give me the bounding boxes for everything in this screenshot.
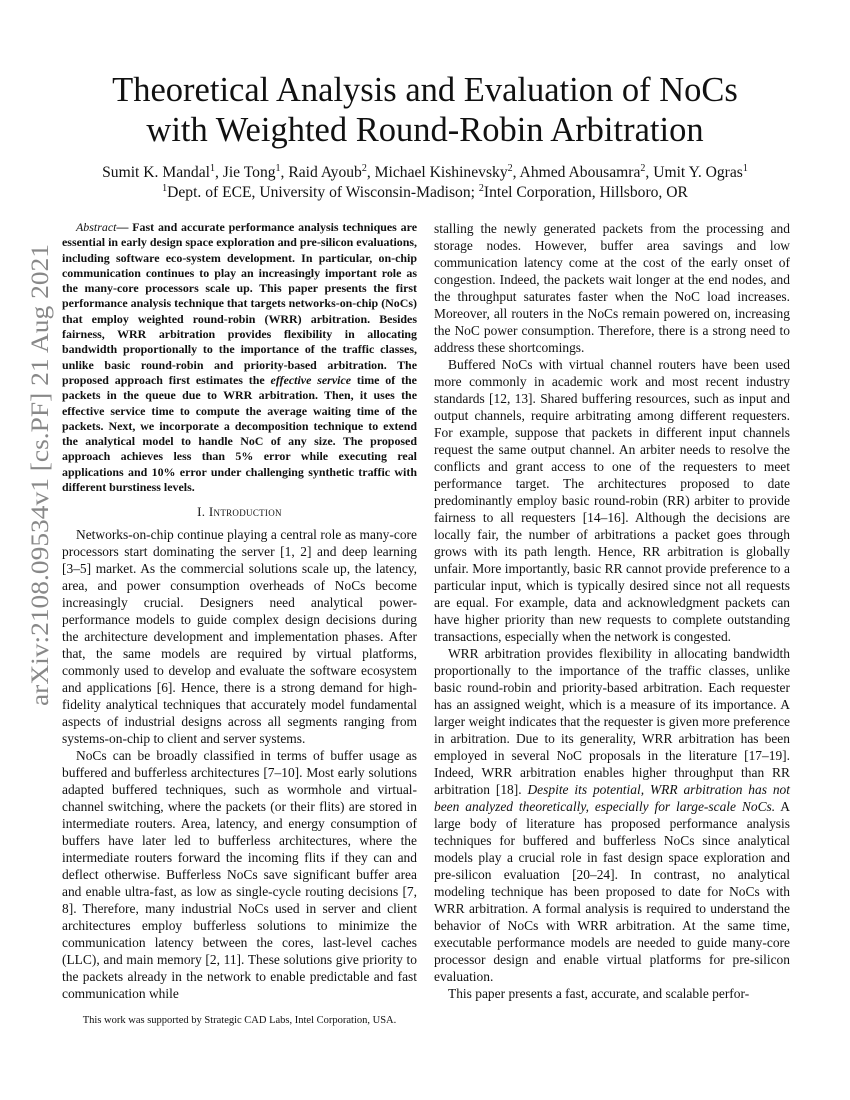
- title-line-1: Theoretical Analysis and Evaluation of NoCs: [112, 71, 738, 109]
- author-list: [60, 163, 790, 183]
- funding-footnote: This work was supported by Strategic CAD Labs, Intel Corporation, USA.: [82, 1015, 397, 1026]
- author-affiliation-mark: 1: [209, 162, 215, 174]
- section-heading-introduction: [62, 503, 417, 520]
- author-affiliation-mark: 1: [275, 162, 281, 174]
- author-name: , Jie Tong: [214, 164, 276, 181]
- left-column: [62, 220, 417, 1002]
- paragraph-text: A large body of literature has proposed performance analysis techniques for buffered and bufferless NoCs since analytical models play a crucial role in fast design space exploration and pre-silicon evaluation [20–24]. In contrast, no analytical modeling technique has been proposed to date for NoCs with WRR arbitration. A formal analysis is required to understand the behavior of NoCs with WRR arbitration. At the same time, executable performance models are needed to guide many-core processor design and enable virtual platforms for pre-silicon evaluation.: [434, 799, 791, 984]
- author-affiliation-mark: 1: [742, 162, 748, 174]
- affiliation-mark: 2: [478, 182, 484, 194]
- author-affiliation-mark: 2: [507, 162, 513, 174]
- right-paragraph-4: This paper presents a fast, accurate, and scalable perfor-: [448, 986, 750, 1001]
- right-paragraph-3: [434, 645, 790, 985]
- abstract-text-1: Fast and accurate performance analysis techniques are essential in early design space exploration and pre-silicon evaluations, including software eco-system development. In particular, on-chip communication continues to play an increasingly important role as the many-core processors scale up. This paper presents the first performance analysis technique that targets networks-on-chip (NoCs) that employ weighted round-robin (WRR) arbitration. Besides fairness, WRR arbitration provides flexibility in allocating bandwidth proportionally to the importance of the traffic classes, unlike basic round-robin and priority-based arbitration. The proposed approach first estimates the: [62, 220, 417, 387]
- paragraph-emphasis: Despite its potential, WRR arbitration has not been analyzed theoretically, especially for large-scale NoCs.: [434, 782, 791, 814]
- abstract-emphasis: effective service: [270, 372, 352, 387]
- intro-paragraph-2: NoCs can be broadly classified in terms of buffer usage as buffered and bufferless architectures [7–10]. Most early solutions adapted buffered techniques, such as wormhole and virtual-channel switching, where the packets (or their flits) are stored in intermediate routers. Area, latency, and energy consumption of buffers have later led to bufferless architectures, where the intermediate routers forward the incoming flits if they can and deflect otherwise. Bufferless NoCs save significant buffer area and enable ultra-fast, as low as single-cycle routing decisions [7, 8]. Therefore, many industrial NoCs used in server and client architectures employ bufferless solutions to minimize the communication latency between the cores, last-level caches (LLC), and main memory [2, 11]. These solutions give priority to the packets already in the network to enable predictable and fast communication while: [62, 748, 417, 1002]
- section-numeral: I.: [197, 504, 209, 520]
- abstract: [62, 220, 417, 495]
- author-name: , Michael Kishinevsky: [366, 164, 508, 181]
- author-affiliation-mark: 2: [640, 162, 646, 174]
- intro-paragraph-1: Networks-on-chip continue playing a central role as many-core processors start dominating the server [1, 2] and deep learning [3–5] market. As the commercial solutions scale up, the latency, area, and power consumption overheads of NoCs become increasingly crucial. Designers need analytical power-performance models to guide complex design decisions during the architecture development and implementation phases. After that, the same models are required by virtual platforms, commonly used to develop and evaluate the software ecosystem and applications [6]. Hence, there is a strong demand for high-fidelity analytical techniques that accurately model fundamental aspects of industrial designs across all segments ranging from systems-on-chip to client and server systems.: [62, 527, 417, 747]
- affiliation-1: Dept. of ECE, University of Wisconsin-Madison;: [167, 183, 479, 201]
- paragraph-text: WRR arbitration provides flexibility in allocating bandwidth proportionally to the importance of the traffic classes, unlike basic round-robin and priority-based arbitration. Each requester has an assigned weight, which is a measure of its importance. A larger weight indicates that the requester is given more preference in arbitration. Due to its generality, WRR arbitration has been employed in several NoC proposals in the literature [17–19]. Indeed, WRR arbitration enables higher throughput than RR arbitration [18].: [434, 646, 790, 797]
- author-block: [60, 163, 790, 202]
- author-name: Sumit K. Mandal: [102, 164, 210, 181]
- arxiv-watermark-text: arXiv:2108.09534v1 [cs.PF] 21 Aug 2021: [25, 276, 54, 706]
- section-title: Introduction: [208, 504, 282, 520]
- author-name: , Raid Ayoub: [280, 164, 362, 181]
- right-paragraph-2: Buffered NoCs with virtual channel routers have been used more commonly in academic work and most recent industry standards [12, 13]. Shared buffering resources, such as input and output channels, require arbitrating among different requesters. For example, suppose that packets in different input channels request the same output channel. An arbiter needs to resolve the conflicts and grant access to one of the requesters to meet performance target. The architectures proposed to date predominantly employ basic round-robin (RR) arbiter to provide fairness to all requesters [14–16]. Although the decisions are locally fair, the number of arbitrations a packet goes through grows with its path length. Hence, RR arbitration is globally unfair. More importantly, basic RR cannot provide preference to a particular input, which is typically desired since not all requests are equal. For example, data and acknowledgment packets can have higher priority than new requests to complete outstanding transactions, especially when the network is congested.: [434, 357, 790, 644]
- affiliation-2: Intel Corporation, Hillsboro, OR: [483, 183, 688, 201]
- author-name: , Umit Y. Ogras: [645, 164, 743, 181]
- abstract-label: Abstract: [76, 220, 117, 234]
- paper-title: [60, 70, 790, 150]
- author-affiliation-mark: 2: [361, 162, 367, 174]
- title-line-2: with Weighted Round-Robin Arbitration: [146, 111, 704, 149]
- affiliations: [60, 183, 790, 203]
- affiliation-mark: 1: [162, 182, 168, 194]
- abstract-dash: —: [116, 220, 133, 234]
- right-column: [434, 220, 790, 1002]
- right-paragraph-1: stalling the newly generated packets from the processing and storage nodes. However, buffer area savings and low communication latency come at the cost of the early onset of congestion. Indeed, the packets wait longer at the end nodes, and the throughput saturates faster when the NoC load increases. Moreover, all routers in the NoCs remain powered on, increasing the NoC power consumption. Therefore, there is a strong need to address these shortcomings.: [434, 221, 790, 355]
- author-name: , Ahmed Abousamra: [512, 164, 641, 181]
- arxiv-watermark: [4, 240, 64, 710]
- abstract-text-2: time of the packets in the queue due to WRR arbitration. Then, it uses the effective service time to compute the average waiting time of the packets. Next, we incorporate a decomposition technique to extend the analytical model to handle NoC of any size. The proposed approach achieves less than 5% error while executing real applications and 10% error under challenging synthetic traffic with different burstiness levels.: [62, 372, 417, 495]
